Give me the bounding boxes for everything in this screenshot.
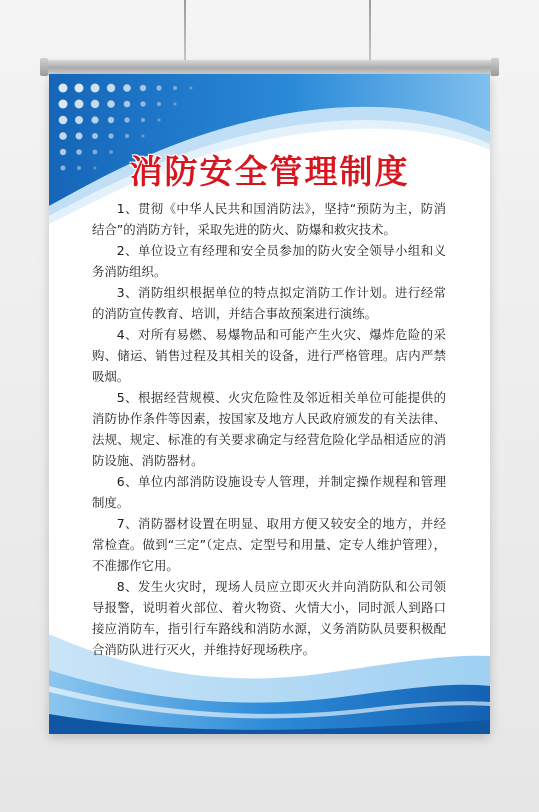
- rule-item: 1、贯彻《中华人民共和国消防法》，坚持“预防为主，防消结合”的消防方针，采取先进的防火、防爆和救灾技术。: [92, 201, 446, 237]
- hanging-wire-left: [184, 0, 186, 64]
- hanging-wire-right: [369, 0, 371, 64]
- hanging-rail: [42, 60, 497, 74]
- rule-item: 7、消防器材设置在明显、取用方便又较安全的地方，并经常检查。做到“三定”（定点、定型号和用量、定专人维护管理），不准挪作它用。: [92, 516, 446, 573]
- poster-title: 消防安全管理制度: [129, 152, 410, 191]
- rule-item: 2、单位设立有经理和安全员参加的防火安全领导小组和义务消防组织。: [92, 243, 446, 279]
- rules-list: [92, 198, 446, 660]
- rule-item: 5、根据经营规模、火灾危险性及邻近相关单位可能提供的消防协作条件等因素，按国家及地方人民政府颁发的有关法律、法规、规定、标准的有关要求确定与经营危险化学品相适应的消防设施、消防器材。: [92, 390, 446, 468]
- rule-item: 6、单位内部消防设施设专人管理，并制定操作规程和管理制度。: [92, 474, 446, 510]
- rail-end-cap-left: [40, 58, 48, 76]
- rule-item: 4、对所有易燃、易爆物品和可能产生火灾、爆炸危险的采购、储运、销售过程及其相关的设备，进行严格管理。店内严禁吸烟。: [92, 327, 446, 384]
- rule-item: 3、消防组织根据单位的特点拟定消防工作计划。进行经常的消防宣传教育、培训，并结合事故预案进行演练。: [92, 285, 446, 321]
- rail-end-cap-right: [491, 58, 499, 76]
- poster-board: [49, 74, 490, 734]
- rule-item: 8、发生火灾时，现场人员应立即灭火并向消防队和公司领导报警，说明着火部位、着火物资、火情大小，同时派人到路口接应消防车，指引行车路线和消防水源，义务消防队员要积极配合消防队进行灭火，并维持好现场秩序。: [92, 579, 446, 657]
